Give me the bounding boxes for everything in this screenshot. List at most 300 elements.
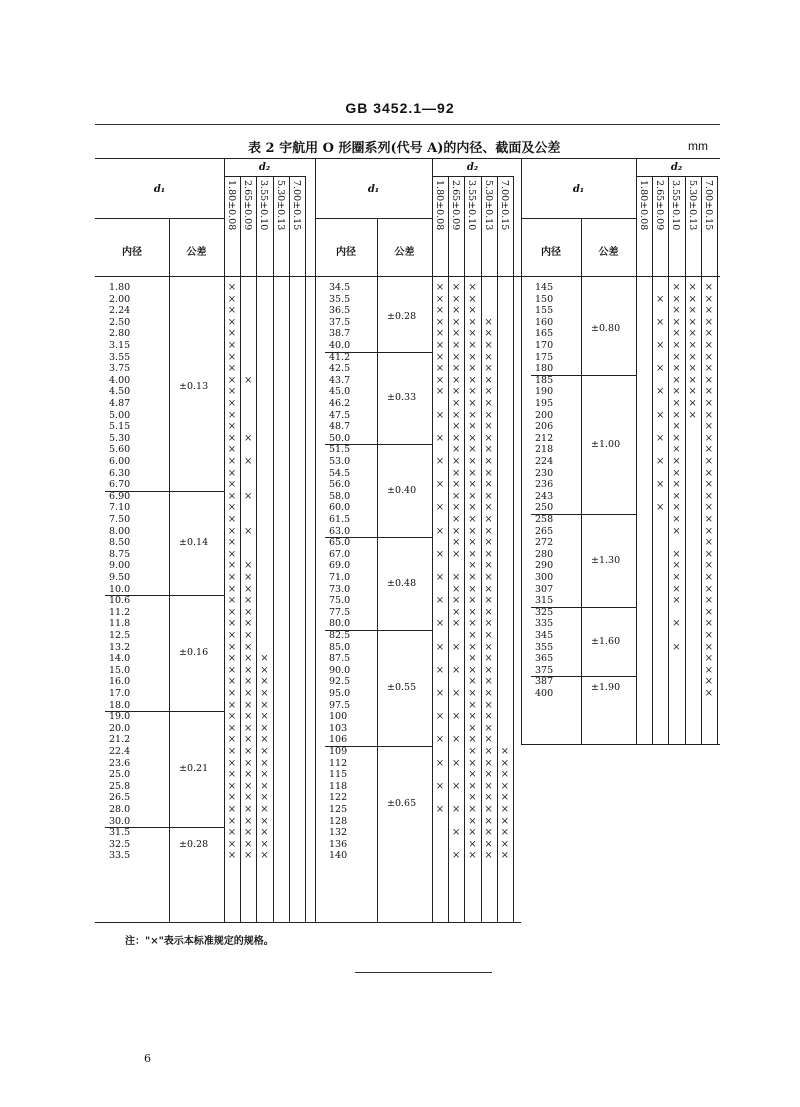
d2-column-label: 1.80±0.08 — [434, 180, 445, 231]
d2-column-label: 5.30±0.13 — [274, 180, 286, 231]
inner-diameter-header: 内径 — [541, 247, 561, 258]
spec-mark: × — [468, 792, 477, 804]
spec-mark: × — [260, 722, 269, 734]
spec-mark: × — [704, 305, 713, 317]
spec-mark: × — [655, 456, 665, 467]
inner-diameter-value: 5.60 — [109, 444, 131, 456]
tolerance-value: ±0.28 — [387, 311, 417, 322]
inner-diameter-value: 6.70 — [109, 479, 131, 491]
spec-mark: × — [468, 815, 477, 827]
spec-mark: × — [484, 386, 493, 398]
group-divider — [581, 676, 636, 677]
inner-diameter-value: 2.00 — [109, 293, 131, 305]
inner-diameter-value: 170 — [535, 340, 554, 351]
spec-mark: × — [484, 804, 493, 815]
d1-symbol: d₁ — [367, 184, 380, 195]
spec-mark: × — [484, 502, 493, 514]
spec-mark: × — [484, 676, 493, 688]
spec-mark: × — [688, 409, 697, 421]
spec-mark: × — [451, 328, 461, 340]
spec-mark: × — [484, 827, 493, 839]
spec-mark: × — [468, 606, 477, 618]
inner-diameter-value: 100 — [329, 711, 348, 723]
tolerance-value: ±0.55 — [387, 682, 417, 694]
spec-mark: × — [227, 850, 237, 862]
inner-diameter-value: 19.0 — [109, 711, 131, 723]
spec-mark: × — [243, 606, 253, 618]
inner-diameter-value: 7.10 — [109, 502, 131, 514]
spec-mark: × — [435, 618, 445, 630]
group-divider — [581, 514, 636, 515]
spec-mark: × — [500, 838, 509, 850]
spec-mark: × — [704, 409, 713, 421]
group-divider — [377, 537, 432, 538]
spec-mark: × — [227, 432, 237, 444]
spec-mark: × — [655, 432, 665, 444]
spec-mark: × — [227, 444, 237, 456]
group-divider — [169, 827, 224, 828]
spec-mark: × — [435, 386, 445, 398]
spec-mark: × — [672, 583, 681, 595]
spec-mark: × — [468, 305, 477, 317]
spec-mark: × — [704, 537, 713, 549]
spec-mark: × — [435, 804, 445, 815]
spec-mark: × — [227, 374, 237, 386]
spec-mark: × — [500, 850, 509, 862]
tolerance-value: ±1.60 — [591, 635, 621, 647]
d1-sub-rule — [315, 218, 432, 219]
inner-diameter-value: 355 — [535, 641, 554, 653]
inner-diameter-header: 内径 — [336, 247, 356, 258]
spec-mark: × — [672, 479, 681, 491]
spec-mark: × — [468, 560, 477, 572]
group-divider — [377, 630, 432, 631]
spec-mark: × — [260, 699, 269, 711]
spec-mark: × — [435, 293, 445, 305]
spec-mark: × — [451, 456, 461, 467]
spec-mark: × — [468, 351, 477, 363]
spec-mark: × — [672, 432, 681, 444]
spec-mark: × — [655, 363, 665, 375]
inner-diameter-value: 345 — [535, 630, 554, 641]
spec-mark: × — [655, 340, 665, 351]
spec-mark: × — [500, 827, 509, 839]
group-divider — [377, 746, 432, 747]
spec-mark: × — [227, 293, 237, 305]
spec-mark: × — [704, 560, 713, 572]
inner-diameter-value: 53.0 — [329, 456, 351, 467]
spec-mark: × — [451, 572, 461, 583]
inner-diameter-value: 22.4 — [109, 746, 131, 757]
inner-diameter-value: 9.00 — [109, 560, 131, 572]
spec-mark: × — [227, 838, 237, 850]
inner-diameter-value: 272 — [535, 537, 554, 549]
group-divider — [581, 375, 636, 376]
spec-mark: × — [227, 456, 237, 467]
inner-diameter-value: 6.00 — [109, 456, 131, 467]
inner-diameter-value: 250 — [535, 502, 554, 514]
spec-mark: × — [227, 595, 237, 607]
spec-mark: × — [260, 780, 269, 792]
spec-mark: × — [672, 444, 681, 456]
spec-mark: × — [227, 305, 237, 317]
spec-mark: × — [227, 746, 237, 757]
spec-mark: × — [243, 432, 253, 444]
spec-mark: × — [451, 363, 461, 375]
spec-mark: × — [227, 537, 237, 549]
tolerance-value: ±0.21 — [179, 763, 209, 775]
inner-diameter-value: 18.0 — [109, 699, 131, 711]
spec-mark: × — [435, 641, 445, 653]
inner-diameter-value: 160 — [535, 316, 554, 328]
tolerance-value: ±1.00 — [591, 438, 621, 450]
spec-mark: × — [704, 514, 713, 525]
spec-mark: × — [243, 850, 253, 862]
spec-mark: × — [704, 421, 713, 433]
spec-mark: × — [704, 676, 713, 688]
spec-mark: × — [704, 293, 713, 305]
spec-mark: × — [468, 456, 477, 467]
spec-mark: × — [500, 757, 509, 769]
inner-diameter-value: 73.0 — [329, 583, 351, 595]
spec-mark: × — [227, 572, 237, 583]
spec-mark: × — [451, 351, 461, 363]
spec-mark: × — [243, 653, 253, 665]
spec-mark: × — [451, 340, 461, 351]
spec-mark: × — [468, 282, 477, 293]
mark-col-divider — [305, 176, 306, 922]
spec-mark: × — [260, 746, 269, 757]
spec-mark: × — [468, 653, 477, 665]
spec-mark: × — [243, 374, 253, 386]
spec-mark: × — [227, 398, 237, 409]
d2-column-label: 3.55±0.10 — [466, 180, 478, 231]
spec-mark: × — [227, 722, 237, 734]
inner-diameter-value: 236 — [535, 479, 554, 491]
spec-mark: × — [672, 525, 681, 537]
inner-diameter-value: 30.0 — [109, 815, 131, 827]
spec-mark: × — [484, 653, 493, 665]
spec-mark: × — [468, 467, 477, 479]
spec-mark: × — [227, 664, 237, 676]
d2-column-label: 2.65±0.09 — [654, 180, 666, 231]
tolerance-value: ±0.13 — [179, 380, 209, 392]
inner-diameter-value: 25.0 — [109, 769, 131, 781]
spec-mark: × — [704, 572, 713, 583]
inner-diameter-value: 80.0 — [329, 618, 351, 630]
tolerance-header: 公差 — [394, 247, 415, 258]
spec-mark: × — [260, 769, 269, 781]
spec-mark: × — [243, 618, 253, 630]
spec-mark: × — [468, 514, 477, 525]
spec-mark: × — [451, 525, 461, 537]
spec-mark: × — [704, 316, 713, 328]
inner-diameter-value: 71.0 — [329, 572, 351, 583]
spec-mark: × — [468, 583, 477, 595]
spec-mark: × — [688, 282, 697, 293]
tolerance-header: 公差 — [186, 247, 207, 258]
inner-diameter-value: 12.5 — [109, 630, 131, 641]
d2-column-label: 1.80±0.08 — [638, 180, 649, 231]
spec-mark: × — [260, 676, 269, 688]
col-divider — [377, 218, 378, 922]
spec-mark: × — [484, 340, 493, 351]
spec-mark: × — [484, 514, 493, 525]
inner-diameter-value: 54.5 — [329, 467, 351, 479]
spec-mark: × — [468, 421, 477, 433]
spec-mark: × — [484, 641, 493, 653]
section-bottom-rule — [95, 922, 315, 923]
spec-mark: × — [704, 282, 713, 293]
tolerance-value: ±0.48 — [387, 577, 417, 589]
inner-diameter-value: 26.5 — [109, 792, 131, 804]
spec-mark: × — [484, 421, 493, 433]
inner-diameter-value: 50.0 — [329, 432, 351, 444]
spec-mark: × — [451, 537, 461, 549]
inner-diameter-value: 10.0 — [109, 583, 131, 595]
spec-mark: × — [484, 838, 493, 850]
spec-mark: × — [704, 479, 713, 491]
header-bottom-rule — [95, 276, 720, 277]
spec-mark: × — [243, 780, 253, 792]
spec-mark: × — [435, 363, 445, 375]
inner-diameter-value: 31.5 — [109, 827, 131, 839]
header-rule — [95, 124, 720, 125]
spec-mark: × — [451, 827, 461, 839]
spec-mark: × — [243, 630, 253, 641]
spec-mark: × — [704, 374, 713, 386]
inner-diameter-value: 51.5 — [329, 444, 351, 456]
inner-diameter-value: 23.6 — [109, 757, 131, 769]
spec-mark: × — [243, 699, 253, 711]
spec-mark: × — [468, 769, 477, 781]
spec-mark: × — [227, 757, 237, 769]
spec-mark: × — [227, 421, 237, 433]
spec-mark: × — [435, 502, 445, 514]
spec-mark: × — [435, 548, 445, 560]
spec-mark: × — [227, 560, 237, 572]
spec-mark: × — [688, 374, 697, 386]
spec-mark: × — [688, 363, 697, 375]
spec-mark: × — [704, 664, 713, 676]
spec-mark: × — [243, 757, 253, 769]
spec-mark: × — [672, 398, 681, 409]
spec-mark: × — [655, 502, 665, 514]
spec-mark: × — [227, 548, 237, 560]
spec-mark: × — [484, 444, 493, 456]
spec-mark: × — [484, 711, 493, 723]
spec-mark: × — [227, 409, 237, 421]
col-divider — [581, 218, 582, 744]
spec-mark: × — [704, 653, 713, 665]
inner-diameter-value: 2.80 — [109, 328, 131, 340]
spec-mark: × — [435, 340, 445, 351]
spec-mark: × — [260, 757, 269, 769]
spec-mark: × — [435, 409, 445, 421]
spec-mark: × — [484, 374, 493, 386]
spec-mark: × — [704, 432, 713, 444]
spec-mark: × — [260, 804, 269, 815]
spec-mark: × — [672, 548, 681, 560]
spec-mark: × — [243, 769, 253, 781]
spec-mark: × — [227, 328, 237, 340]
col-divider — [636, 158, 637, 744]
spec-mark: × — [468, 618, 477, 630]
inner-diameter-value: 8.75 — [109, 548, 131, 560]
inner-diameter-value: 200 — [535, 409, 554, 421]
inner-diameter-value: 307 — [535, 583, 554, 595]
spec-mark: × — [704, 386, 713, 398]
spec-mark: × — [243, 583, 253, 595]
inner-diameter-value: 38.7 — [329, 328, 351, 340]
spec-mark: × — [451, 467, 461, 479]
spec-mark: × — [227, 583, 237, 595]
spec-mark: × — [468, 479, 477, 491]
spec-mark: × — [468, 699, 477, 711]
inner-diameter-value: 145 — [535, 282, 554, 293]
mark-col-divider — [717, 176, 718, 744]
inner-diameter-value: 61.5 — [329, 514, 351, 525]
spec-mark: × — [243, 734, 253, 746]
spec-mark: × — [468, 664, 477, 676]
spec-mark: × — [484, 699, 493, 711]
spec-mark: × — [468, 340, 477, 351]
d2-column-label: 3.55±0.10 — [258, 180, 270, 231]
inner-diameter-value: 32.5 — [109, 838, 131, 850]
group-divider — [377, 444, 432, 445]
spec-mark: × — [451, 282, 461, 293]
spec-mark: × — [435, 688, 445, 699]
spec-mark: × — [468, 630, 477, 641]
spec-mark: × — [227, 688, 237, 699]
inner-diameter-value: 1.80 — [109, 282, 131, 293]
inner-diameter-value: 128 — [329, 815, 348, 827]
inner-diameter-value: 365 — [535, 653, 554, 665]
spec-mark: × — [468, 757, 477, 769]
inner-diameter-value: 280 — [535, 548, 554, 560]
inner-diameter-value: 8.50 — [109, 537, 131, 549]
inner-diameter-value: 175 — [535, 351, 554, 363]
inner-diameter-value: 34.5 — [329, 282, 351, 293]
group-divider — [169, 491, 224, 492]
inner-diameter-value: 42.5 — [329, 363, 351, 375]
spec-mark: × — [704, 688, 713, 699]
inner-diameter-value: 5.30 — [109, 432, 131, 444]
d2-column-label: 7.00±0.15 — [498, 180, 510, 231]
spec-mark: × — [227, 363, 237, 375]
spec-mark: × — [468, 838, 477, 850]
spec-mark: × — [468, 850, 477, 862]
spec-mark: × — [484, 583, 493, 595]
inner-diameter-value: 14.0 — [109, 653, 131, 665]
tolerance-value: ±0.40 — [387, 485, 417, 496]
inner-diameter-value: 95.0 — [329, 688, 351, 699]
tolerance-value: ±0.28 — [179, 838, 209, 850]
spec-mark: × — [260, 815, 269, 827]
spec-mark: × — [484, 537, 493, 549]
inner-diameter-value: 165 — [535, 328, 554, 340]
inner-diameter-value: 375 — [535, 664, 554, 676]
inner-diameter-value: 300 — [535, 572, 554, 583]
spec-mark: × — [468, 363, 477, 375]
spec-mark: × — [704, 641, 713, 653]
spec-mark: × — [243, 838, 253, 850]
inner-diameter-value: 35.5 — [329, 293, 351, 305]
spec-mark: × — [451, 421, 461, 433]
inner-diameter-value: 190 — [535, 386, 554, 398]
spec-mark: × — [243, 641, 253, 653]
spec-mark: × — [435, 780, 445, 792]
spec-mark: × — [435, 316, 445, 328]
spec-mark: × — [704, 351, 713, 363]
d2-column-label: 5.30±0.13 — [686, 180, 698, 231]
d2-column-label: 3.55±0.10 — [670, 180, 682, 231]
spec-mark: × — [451, 850, 461, 862]
inner-diameter-value: 10.6 — [109, 595, 131, 607]
mark-col-divider — [513, 176, 514, 922]
inner-diameter-value: 6.90 — [109, 490, 131, 502]
inner-diameter-value: 218 — [535, 444, 554, 456]
inner-diameter-value: 16.0 — [109, 676, 131, 688]
tolerance-value: ±0.33 — [387, 392, 417, 404]
spec-mark: × — [468, 548, 477, 560]
spec-mark: × — [435, 456, 445, 467]
inner-diameter-value: 290 — [535, 560, 554, 572]
spec-mark: × — [435, 664, 445, 676]
spec-mark: × — [243, 676, 253, 688]
spec-mark: × — [468, 293, 477, 305]
spec-mark: × — [227, 641, 237, 653]
spec-mark: × — [484, 850, 493, 862]
inner-diameter-value: 13.2 — [109, 641, 131, 653]
section-bottom-rule — [521, 744, 720, 745]
inner-diameter-value: 56.0 — [329, 479, 351, 491]
spec-mark: × — [484, 316, 493, 328]
d2-symbol: d₂ — [258, 162, 271, 173]
spec-mark: × — [704, 583, 713, 595]
spec-mark: × — [688, 316, 697, 328]
spec-mark: × — [227, 769, 237, 781]
inner-diameter-header: 内径 — [122, 247, 142, 258]
inner-diameter-value: 46.2 — [329, 398, 351, 409]
group-divider — [377, 352, 432, 353]
inner-diameter-value: 112 — [329, 757, 348, 769]
spec-mark: × — [484, 630, 493, 641]
inner-diameter-value: 136 — [329, 838, 348, 850]
spec-mark: × — [704, 595, 713, 607]
spec-mark: × — [672, 351, 681, 363]
spec-mark: × — [451, 305, 461, 317]
spec-mark: × — [704, 340, 713, 351]
inner-diameter-value: 3.55 — [109, 351, 131, 363]
spec-mark: × — [468, 525, 477, 537]
spec-mark: × — [468, 827, 477, 839]
spec-mark: × — [704, 363, 713, 375]
spec-mark: × — [484, 792, 493, 804]
spec-mark: × — [484, 606, 493, 618]
spec-mark: × — [484, 780, 493, 792]
inner-diameter-value: 25.8 — [109, 780, 131, 792]
spec-mark: × — [227, 618, 237, 630]
spec-mark: × — [243, 456, 253, 467]
spec-mark: × — [435, 374, 445, 386]
spec-mark: × — [484, 618, 493, 630]
inner-diameter-value: 21.2 — [109, 734, 131, 746]
spec-mark: × — [468, 688, 477, 699]
inner-diameter-value: 69.0 — [329, 560, 351, 572]
spec-mark: × — [484, 363, 493, 375]
spec-mark: × — [468, 572, 477, 583]
